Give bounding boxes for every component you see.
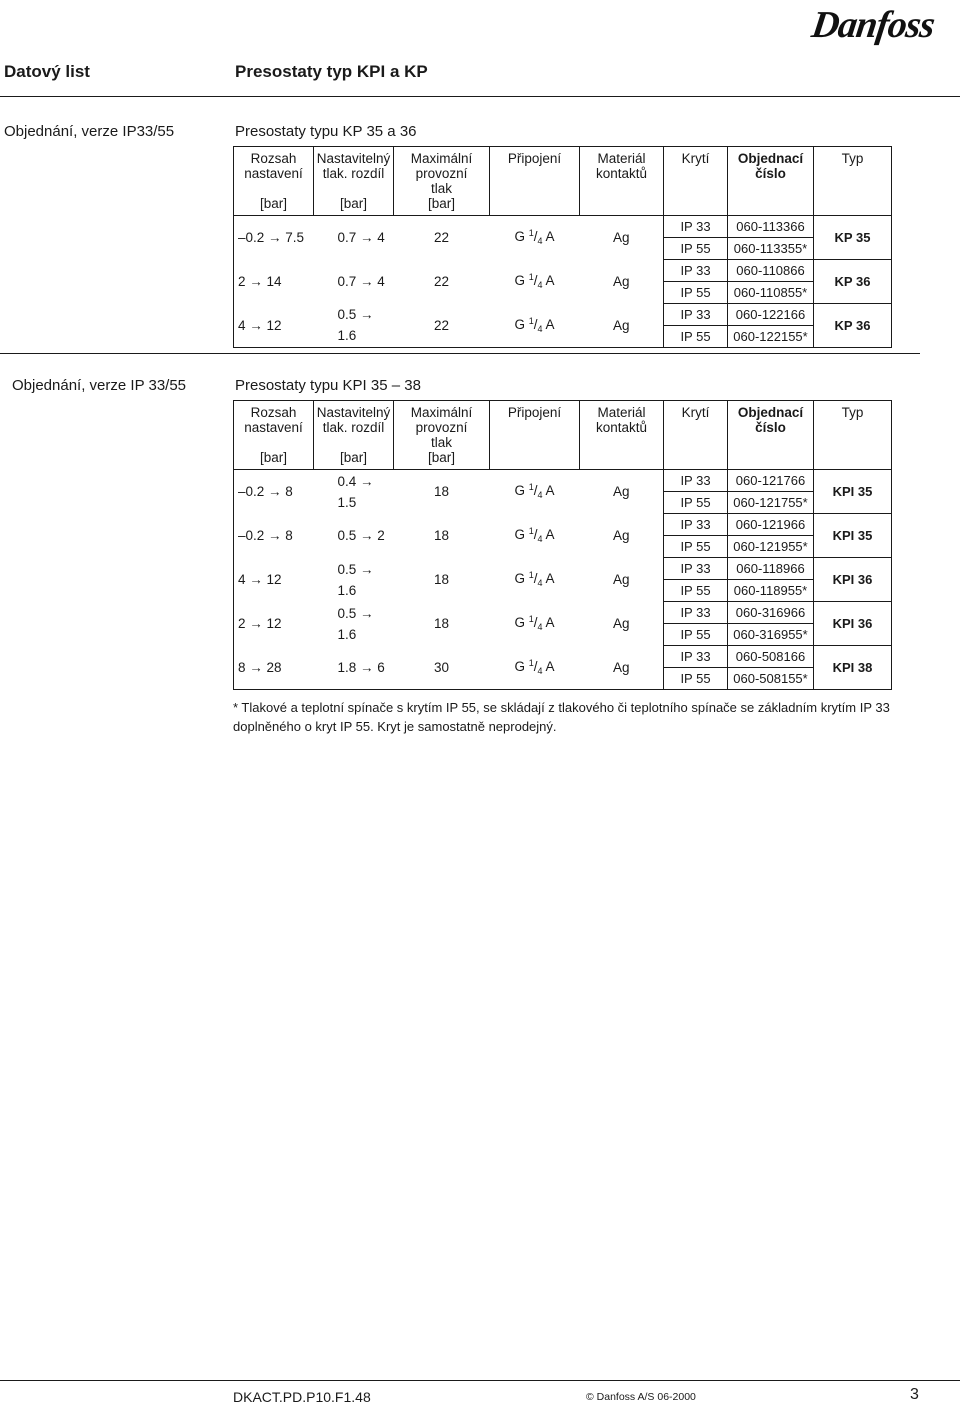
header-right-title: Presostaty typ KPI a KP xyxy=(235,62,428,81)
fraction-numerator: 1 xyxy=(528,272,534,282)
enclosure-cell: IP 33 xyxy=(664,470,728,492)
enclosure-cell: IP 55 xyxy=(664,668,728,690)
column-header: Krytí xyxy=(664,401,728,470)
fraction-denominator: 4 xyxy=(537,323,543,334)
enclosure-cell: IP 55 xyxy=(664,536,728,558)
table-header-row xyxy=(234,147,892,216)
connection-cell xyxy=(490,216,580,260)
order-number-cell: 060-121966 xyxy=(728,514,814,536)
fraction-numerator: 1 xyxy=(528,526,534,536)
material-cell: Ag xyxy=(612,484,630,500)
connection-cell xyxy=(490,602,580,646)
column-header: Rozsah nastavení [bar] xyxy=(234,147,314,216)
fraction-numerator: 1 xyxy=(528,315,534,326)
type-cell: KP 36 xyxy=(814,304,892,348)
fraction-denominator: 4 xyxy=(537,490,543,501)
fraction-slash: / xyxy=(533,273,538,288)
order-number-cell: 060-121955* xyxy=(728,536,814,558)
order-number-cell: 060-118955* xyxy=(728,580,814,602)
connection-cell xyxy=(490,558,580,602)
order-number-cell: 060-113355* xyxy=(728,238,814,260)
enclosure-cell: IP 33 xyxy=(664,216,728,238)
column-header: Maximální provozní tlak [bar] xyxy=(394,147,490,216)
enclosure-cell: IP 33 xyxy=(664,304,728,326)
table-row xyxy=(234,470,892,492)
enclosure-cell: IP 55 xyxy=(664,282,728,304)
range-cell: 8 → 28 xyxy=(234,646,314,690)
connection-cell xyxy=(490,646,580,690)
enclosure-cell: IP 33 xyxy=(664,514,728,536)
max-pressure-cell: 30 xyxy=(394,646,490,690)
material-cell: Ag xyxy=(612,274,630,289)
table-row xyxy=(234,602,892,624)
connection-thread: G xyxy=(514,483,525,499)
connection-thread: G xyxy=(514,316,525,332)
order-number-cell: 060-316955* xyxy=(728,624,814,646)
order-number-cell: 060-110866 xyxy=(728,260,814,282)
range-cell: 4 → 12 xyxy=(234,558,314,602)
page-number: 3 xyxy=(910,1386,919,1403)
max-pressure-cell: 18 xyxy=(433,484,450,500)
order-number-cell: 060-113366 xyxy=(728,216,814,238)
connection-suffix: A xyxy=(545,273,555,288)
enclosure-cell: IP 55 xyxy=(664,238,728,260)
type-cell: KPI 35 xyxy=(814,514,892,558)
section2-left-title: Objednání, verze IP 33/55 xyxy=(12,377,187,394)
connection-thread: G xyxy=(514,658,525,674)
type-cell: KPI 35 xyxy=(814,470,892,514)
differential-cell: 0.4 → 1.5 xyxy=(337,473,374,510)
connection-suffix: A xyxy=(545,229,555,245)
table-row xyxy=(234,558,892,580)
range-cell: 2 → 12 xyxy=(234,602,314,646)
connection-thread: G xyxy=(514,571,525,586)
fraction-slash: / xyxy=(533,658,538,674)
fraction-numerator: 1 xyxy=(528,614,534,624)
copyright: © Danfoss A/S 06-2000 xyxy=(586,1391,696,1403)
column-header: Typ xyxy=(814,401,892,470)
column-header: Připojení xyxy=(490,147,580,216)
fraction-slash: / xyxy=(533,527,538,542)
section1-table-title: Presostaty typu KP 35 a 36 xyxy=(235,123,417,140)
max-pressure-cell: 18 xyxy=(433,528,450,543)
danfoss-logo: Danfoss xyxy=(809,4,937,46)
fraction-denominator: 4 xyxy=(537,236,543,247)
header-divider xyxy=(0,96,960,97)
column-header: Nastavitelný tlak. rozdíl [bar] xyxy=(314,401,394,470)
range-cell: 4 → 12 xyxy=(234,304,314,348)
connection-cell xyxy=(490,260,580,304)
column-header: Materiál kontaktů xyxy=(580,147,664,216)
differential-cell: 1.8 → 6 xyxy=(314,646,394,690)
differential-cell: 0.7 → 4 xyxy=(337,274,385,289)
column-header: Typ xyxy=(814,147,892,216)
connection-thread: G xyxy=(514,229,525,245)
type-cell: KP 35 xyxy=(814,216,892,260)
type-cell: KPI 36 xyxy=(814,558,892,602)
connection-suffix: A xyxy=(545,483,555,499)
max-pressure-cell: 22 xyxy=(394,304,490,348)
connection-cell xyxy=(490,304,580,348)
max-pressure-cell: 22 xyxy=(433,230,450,246)
material-cell: Ag xyxy=(612,230,630,246)
fraction-numerator: 1 xyxy=(528,570,534,580)
fraction-denominator: 4 xyxy=(537,665,543,676)
enclosure-cell: IP 55 xyxy=(664,326,728,348)
differential-cell: 0.5 → 1.6 xyxy=(337,561,374,598)
range-cell: 2 → 14 xyxy=(234,260,314,304)
type-cell: KP 36 xyxy=(814,260,892,304)
t2-grid xyxy=(233,400,892,690)
differential-cell: 0.7 → 4 xyxy=(337,230,385,246)
connection-suffix: A xyxy=(545,615,555,630)
fraction-numerator: 1 xyxy=(528,657,534,668)
fraction-slash: / xyxy=(533,571,538,586)
max-pressure-cell: 18 xyxy=(433,572,450,587)
enclosure-cell: IP 55 xyxy=(664,492,728,514)
material-cell: Ag xyxy=(612,572,630,587)
header-left-title: Datový list xyxy=(4,62,90,81)
order-number-cell: 060-122166 xyxy=(728,304,814,326)
table-header-row xyxy=(234,401,892,470)
order-number-cell: 060-508166 xyxy=(728,646,814,668)
t1-grid xyxy=(233,146,892,348)
material-cell: Ag xyxy=(612,528,630,543)
section2-table-title: Presostaty typu KPI 35 – 38 xyxy=(235,377,421,394)
footer-divider xyxy=(0,1380,960,1381)
fraction-slash: / xyxy=(533,229,538,245)
table-row xyxy=(234,646,892,668)
max-pressure-cell: 22 xyxy=(433,274,450,289)
enclosure-cell: IP 55 xyxy=(664,624,728,646)
type-cell: KPI 36 xyxy=(814,602,892,646)
range-cell: –0.2 → 8 xyxy=(234,470,314,514)
connection-cell xyxy=(490,514,580,558)
order-number-cell: 060-316966 xyxy=(728,602,814,624)
column-header: Objednací číslo xyxy=(728,401,814,470)
table-row xyxy=(234,260,892,282)
section-divider xyxy=(0,353,920,354)
enclosure-cell: IP 33 xyxy=(664,646,728,668)
connection-suffix: A xyxy=(545,316,555,332)
enclosure-cell: IP 55 xyxy=(664,580,728,602)
enclosure-cell: IP 33 xyxy=(664,602,728,624)
table-row xyxy=(234,304,892,326)
fraction-slash: / xyxy=(533,615,538,630)
fraction-denominator: 4 xyxy=(537,578,543,588)
table-row xyxy=(234,216,892,238)
document-code: DKACT.PD.P10.F1.48 xyxy=(233,1389,371,1405)
connection-thread: G xyxy=(514,273,525,288)
differential-cell: 0.5 → 1.6 xyxy=(337,605,374,642)
connection-thread: G xyxy=(514,615,525,630)
fraction-slash: / xyxy=(533,483,538,499)
footnote: * Tlakové a teplotní spínače s krytím IP 55, se skládají z tlakového či teplotního spínače se základním krytím IP 33 doplněného o kryt IP 55. Kryt je samostatně neprodejný. xyxy=(233,700,890,734)
material-cell: Ag xyxy=(580,304,664,348)
connection-thread: G xyxy=(514,527,525,542)
column-header: Maximální provozní tlak [bar] xyxy=(394,401,490,470)
max-pressure-cell: 18 xyxy=(433,616,450,631)
order-number-cell: 060-121755* xyxy=(728,492,814,514)
order-number-cell: 060-121766 xyxy=(728,470,814,492)
enclosure-cell: IP 33 xyxy=(664,260,728,282)
column-header: Objednací číslo xyxy=(728,147,814,216)
table-row xyxy=(234,514,892,536)
connection-suffix: A xyxy=(545,658,555,674)
type-cell: KPI 38 xyxy=(814,646,892,690)
order-number-cell: 060-508155* xyxy=(728,668,814,690)
fraction-numerator: 1 xyxy=(528,228,534,239)
fraction-denominator: 4 xyxy=(537,280,543,290)
order-number-cell: 060-122155* xyxy=(728,326,814,348)
column-header: Nastavitelný tlak. rozdíl [bar] xyxy=(314,147,394,216)
fraction-numerator: 1 xyxy=(528,482,534,493)
column-header: Připojení xyxy=(490,401,580,470)
fraction-denominator: 4 xyxy=(537,622,543,632)
connection-cell xyxy=(490,470,580,514)
section1-left-title: Objednání, verze IP33/55 xyxy=(4,123,175,140)
column-header: Materiál kontaktů xyxy=(580,401,664,470)
material-cell: Ag xyxy=(612,616,630,631)
column-header: Krytí xyxy=(664,147,728,216)
column-header: Rozsah nastavení [bar] xyxy=(234,401,314,470)
connection-suffix: A xyxy=(545,571,555,586)
fraction-slash: / xyxy=(533,316,538,332)
range-cell: –0.2 → 8 xyxy=(234,514,314,558)
order-number-cell: 060-110855* xyxy=(728,282,814,304)
differential-cell: 0.5 → 2 xyxy=(337,528,385,543)
differential-cell: 0.5 → 1.6 xyxy=(314,304,394,348)
fraction-denominator: 4 xyxy=(537,534,543,544)
material-cell: Ag xyxy=(580,646,664,690)
enclosure-cell: IP 33 xyxy=(664,558,728,580)
connection-suffix: A xyxy=(545,527,555,542)
range-cell: –0.2 → 7.5 xyxy=(234,216,314,260)
order-number-cell: 060-118966 xyxy=(728,558,814,580)
